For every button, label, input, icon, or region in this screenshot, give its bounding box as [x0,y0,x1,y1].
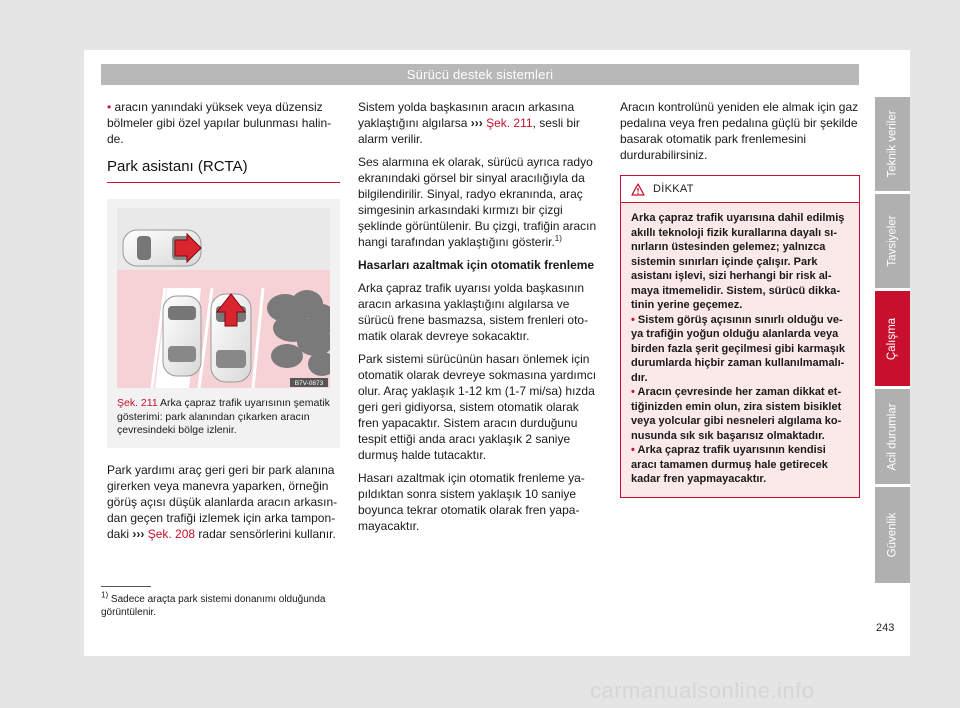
reversing-car-icon [211,294,251,382]
paragraph-text: Ses alarmına ek olarak, sürücü ayrıca radyo ekranındaki görsel bir sinyal aracılığıyla da bilgilendirilir. Sinyal, radyo ekranında, araç simgesinin arkasındaki kırmızı bir çizgi şeklinde görüntülenir. Bu çizgi, trafiğin aracın hangi tarafından yaklaştığını gösterir. [358,155,597,249]
figure-caption-text: Arka çapraz trafik uyarısının şematik gösterimi: park alanından çıkarken aracın çevresindeki bölge izlenir. [117,397,330,436]
visual-signal-paragraph [358,154,602,250]
warning-item [631,443,849,487]
footnote-mark: 1) [101,590,109,600]
autobrake-paragraph-2: Park sistemi sürücünün hasarı önlemek için otomatik olarak devreye sokmasına yardımcı olur. Araç yaklaşık 1-12 km (1-7 mi/sa) hızda geri geri gidiyorsa, sistem otomatik olarak fren yapacaktır. Sistem aracın durduğunu tespit ettiği anda aracı yaklaşık 2 saniye durmuş halde tutacaktır. [358,352,597,462]
tab-tavsiyeler[interactable] [875,194,910,288]
warning-title: DİKKAT [653,183,694,195]
paragraph-text: , sesli bir alarm verilir. [358,116,580,146]
tab-label: Tavsiyeler [886,215,899,267]
figure-number: Şek. 211 [117,397,158,409]
footnote [101,590,346,619]
tab-acil-durumlar[interactable] [875,389,910,484]
column-left [107,99,340,549]
page-number: 243 [876,622,895,634]
figure-211-link[interactable]: Şek. 211 [482,116,533,130]
reference-arrows: ››› [470,116,483,130]
autobrake-paragraph-1: Arka çapraz trafik uyarısı yolda başkasının aracın arkasına yaklaştığını algılarsa ve sürücü frene basmazsa, sistem frenleri otomatik olarak devreye sokacaktır. [358,281,589,343]
warning-triangle-icon [631,183,645,196]
parked-car-icon [163,296,201,376]
bullet-icon: • [631,313,635,326]
approaching-car-icon [123,230,201,266]
intro-bullet-paragraph [107,99,340,147]
bullet-icon: • [107,100,112,114]
warning-intro: Arka çapraz trafik uyarısına dahil edilmiş akıllı teknoloji fizik kurallarına dayalı sınırların üstesinden gelemez; yalnızca sistemin sınırları içinde çalışır. Park asistanı işlevi, sizi herhangi bir risk almaya itmemelidir. Sistem, sürücü dikkatinin yerine geçemez. [631,212,845,311]
bullet-icon: • [631,444,635,456]
park-assist-paragraph [107,462,340,542]
tab-teknik-veriler[interactable] [875,97,910,191]
warning-item [631,313,849,386]
column-middle [358,99,602,541]
footnote-text: Sadece araçta park sistemi donanımı olduğunda görüntülenir. [101,594,326,618]
warning-header [621,176,859,203]
warning-item-text: Arka çapraz trafik uyarısının kendisi aracı tamamen durmuş hale getirecek kadar fren yapmayacaktır. [631,444,828,485]
warning-item-text: Sistem görüş açısının sınırlı olduğu veya trafiğin yoğun olduğu alanlarda veya birden fazla şerit geçilmesi gibi karmaşık durumlarda hiçbir zaman kullanılmamalıdır. [631,313,845,384]
warning-item [631,385,849,443]
paragraph-text: radar sensörlerini kullanır. [195,526,336,541]
autobrake-paragraph-3: Hasarı azaltmak için otomatik frenleme yapıldıktan sonra sistem yaklaşık 10 saniye boyunca tekrar otomatik olarak fren yapamayacaktır. [358,471,585,533]
figure-211 [107,199,340,448]
warning-box [620,175,860,498]
footnote-marker: 1) [554,234,562,243]
tab-label: Çalışma [886,317,899,360]
override-paragraph: Aracın kontrolünü yeniden ele almak için gaz pedalına veya fren pedalına güçlü bir şekilde basarak otomatik park frenlemesini durdurabilirsiniz. [620,100,859,162]
tab-label: Teknik veriler [886,110,899,178]
warning-item-text: Aracın çevresinde her zaman dikkat ettiğinizden emin olun, zira sistem bisiklet veya yolcular gibi nesneleri algılama konusunda sık sık başarısız olmaktadır. [631,386,842,442]
reference-arrows: ››› [132,526,145,541]
column-right [620,99,860,498]
section-title: Park asistanı (RCTA) [107,159,340,183]
footnote-divider [101,586,151,587]
figure-208-link[interactable]: Şek. 208 [144,526,196,541]
page-header: Sürücü destek sistemleri [101,64,859,85]
intro-text: aracın yanındaki yüksek veya düzensiz bölmeler gibi özel yapılar bulunması halinde. [107,100,332,146]
autobrake-subheading: Hasarları azaltmak için otomatik frenleme [358,258,595,272]
warning-body [621,203,859,497]
paragraph-text: Park yardımı araç geri geri bir park alanına girerken veya manevra yaparken, örneğin görüş açısı düşük alanlarda aracın arkasından geçen trafiği izlemek için arka tampondaki [107,462,338,541]
tab-label: Güvenlik [886,512,899,558]
paragraph-text: Sistem yolda başkasının aracın arkasına yaklaştığını algılarsa [358,100,575,130]
alarm-paragraph [358,99,602,147]
shrubs-icon [267,290,330,376]
figure-caption [117,397,330,438]
tab-guvenlik[interactable] [875,487,910,583]
rcta-diagram [117,208,330,388]
tab-calisma[interactable] [875,291,910,386]
watermark: carmanualsonline.info [590,678,815,703]
tab-label: Acil durumlar [886,402,899,471]
bullet-icon: • [631,386,635,398]
figure-code: B7V-0873 [294,380,324,387]
